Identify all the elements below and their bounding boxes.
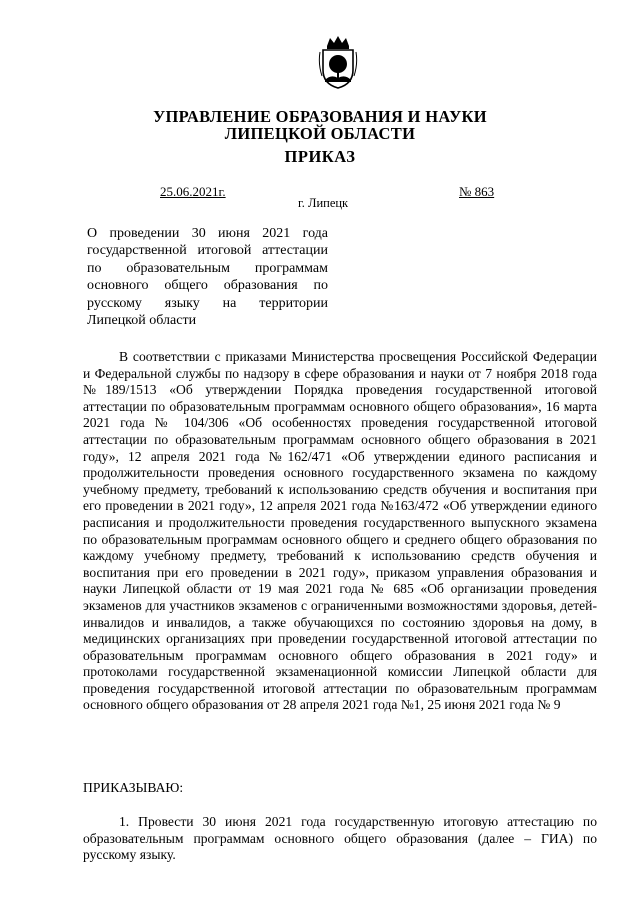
- order-city: г. Липецк: [298, 196, 349, 210]
- organization-name-line2: ЛИПЕЦКОЙ ОБЛАСТИ: [224, 124, 416, 143]
- order-subject: О проведении 30 июня 2021 года государственной итоговой аттестации по образовательным программам основного общего образования по русскому языку на территории Липецкой области: [87, 226, 328, 329]
- preamble-paragraph: В соответствии с приказами Министерства просвещения Российской Федерации и Федеральной службы по надзору в сфере образования и науки от 7 ноября 2018 года №189/1513 «Об утверждении Порядка проведения государственной итоговой аттестации по образовательным программам основного общего образования», 16 марта 2021 года № 104/306 «Об особенностях проведения государственной итоговой аттестации по образовательным программам основного общего образования в 2021 году», 12 апреля 2021 года №162/471 «Об утверждении единого расписания и продолжительности проведения основного государственного экзамена по каждому учебному предмету, требований к использованию средств обучения и воспитания при его проведении в 2021 году», 12 апреля 2021 года №163/472 «Об утверждении единого расписания и продолжительности проведения государственного выпускного экзамена по образовательным программам основного общего и среднего общего образования по каждому учебному предмету, требований к использованию средств обучения и воспитания при его проведении в 2021 году», приказом управления образования и науки Липецкой области от 19 мая 2021 года № 685 «Об организации проведения экзаменов для участников экзаменов с ограниченными возможностями здоровья, детей-инвалидов и инвалидов, а также обучающихся по состоянию здоровья на дому, в медицинских организациях при проведении государственной итоговой аттестации по образовательным программам основного общего образования в 2021 году» и протоколами государственной экзаменационной комиссии Липецкой области для проведения государственной итоговой аттестации по образовательным программам основного общего образования от 28 апреля 2021 года №1, 25 июня 2021 года № 9: [83, 349, 597, 713]
- document-type: ПРИКАЗ: [284, 147, 356, 166]
- order-date: 25.06.2021г.: [160, 184, 226, 199]
- lipetsk-coat-of-arms-icon: [318, 34, 358, 90]
- order-item-1: 1. Провести 30 июня 2021 года государственную итоговую аттестацию по образовательным программам основного общего образования (далее – ГИА) по русскому языку.: [83, 814, 597, 863]
- order-directive: ПРИКАЗЫВАЮ:: [83, 780, 184, 795]
- organization-name-line1: УПРАВЛЕНИЕ ОБРАЗОВАНИЯ И НАУКИ: [153, 107, 487, 126]
- order-number: № 863: [459, 184, 495, 199]
